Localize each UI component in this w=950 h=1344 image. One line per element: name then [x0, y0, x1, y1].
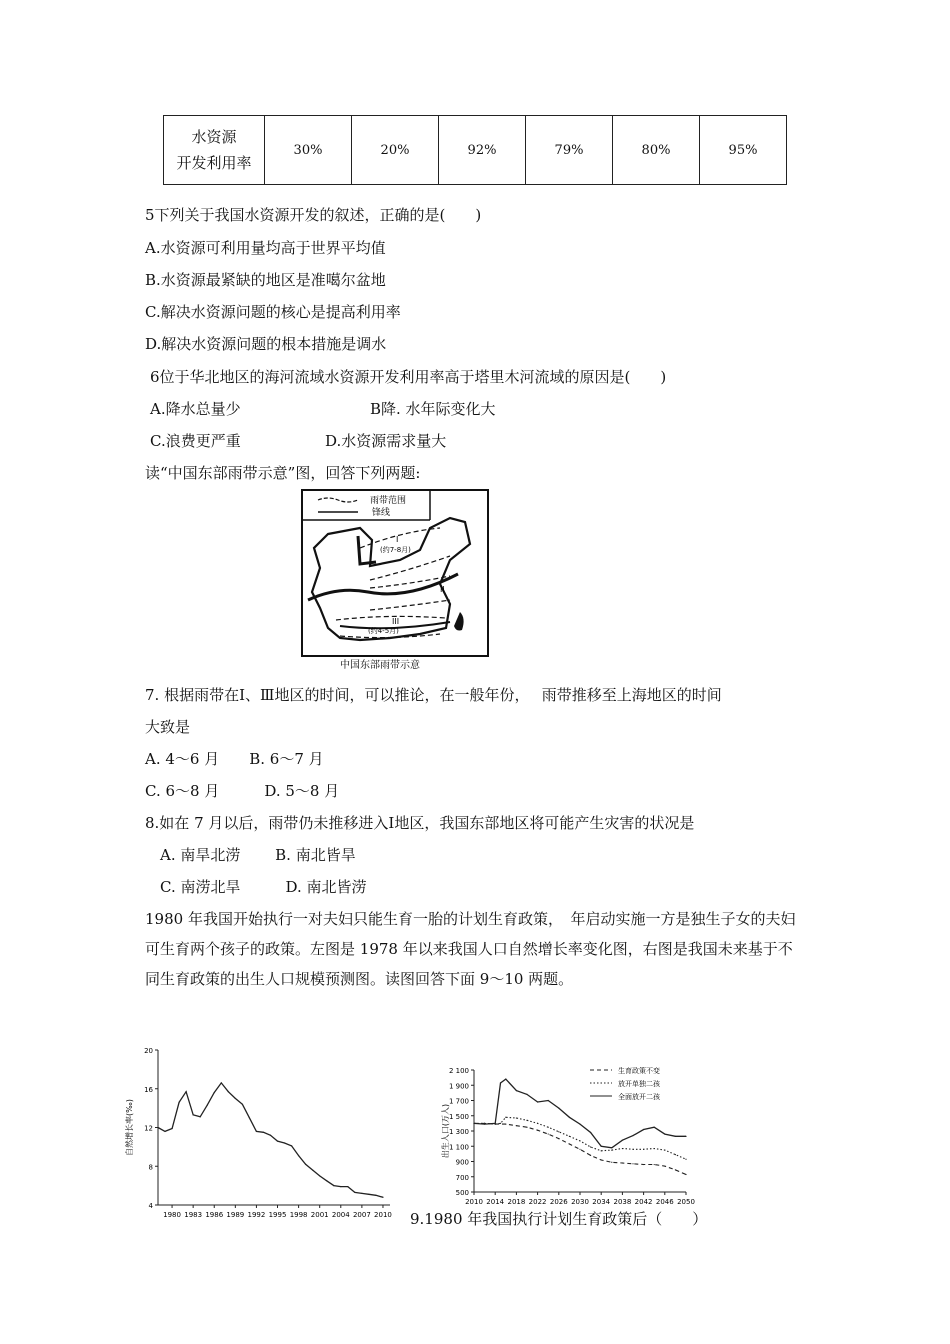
y-tick-label: 2 100 [448, 1067, 469, 1075]
legend-label: 放开单独二孩 [618, 1080, 660, 1088]
q6-option-d: D.水资源需求量大 [325, 432, 447, 450]
table-cell: 20% [352, 116, 439, 185]
x-tick-label: 2022 [528, 1198, 547, 1206]
data-point [333, 1185, 334, 1186]
chart2-plot [440, 1066, 695, 1206]
data-point [548, 1127, 549, 1128]
data-point [569, 1117, 570, 1118]
rainbelt-map [300, 488, 490, 670]
x-tick-label: 1992 [247, 1211, 266, 1219]
data-point [256, 1131, 257, 1132]
x-tick-label: 1998 [289, 1211, 308, 1219]
data-point [558, 1138, 559, 1139]
y-tick-label: 12 [144, 1124, 153, 1133]
y-tick-label: 1 700 [448, 1097, 469, 1106]
y-tick-label: 8 [148, 1163, 153, 1172]
data-point [505, 1079, 506, 1080]
table-row [164, 116, 787, 185]
q5-option-a: A.水资源可利用量均高于世界平均值 [145, 239, 386, 257]
data-point [242, 1104, 243, 1105]
data-point [622, 1148, 623, 1149]
q5-option-d: D.解决水资源问题的根本措施是调水 [145, 335, 387, 353]
data-point [326, 1180, 327, 1181]
data-point [632, 1149, 633, 1150]
x-tick-label: 2014 [486, 1198, 505, 1206]
legend-label: 全面放开二孩 [618, 1093, 660, 1101]
x-tick-label: 2034 [592, 1198, 611, 1206]
data-point [611, 1149, 612, 1150]
data-point [611, 1162, 612, 1163]
data-point [305, 1164, 306, 1165]
y-tick-label: 1 100 [448, 1143, 469, 1152]
data-point [500, 1123, 501, 1124]
data-point [516, 1090, 517, 1091]
data-point [291, 1145, 292, 1146]
data-point [632, 1163, 633, 1164]
data-point [675, 1169, 676, 1170]
data-point [228, 1091, 229, 1092]
data-point [193, 1114, 194, 1115]
data-point [157, 1127, 158, 1128]
q5-option-c: C.解决水资源问题的核心是提高利用率 [145, 303, 401, 321]
data-point [537, 1123, 538, 1124]
birth-population-forecast-chart [440, 1064, 700, 1209]
q5-stem: 5下列关于我国水资源开发的叙述，正确的是( ) [145, 206, 482, 224]
data-point [548, 1133, 549, 1134]
region-3-time: (约4-5月) [368, 627, 399, 635]
data-point [664, 1165, 665, 1166]
x-tick-label: 2004 [331, 1211, 350, 1219]
map-caption: 中国东部雨带示意 [340, 660, 420, 670]
table-cell: 80% [613, 116, 700, 185]
x-tick-label: 2038 [613, 1198, 632, 1206]
data-point [361, 1193, 362, 1194]
data-point [558, 1108, 559, 1109]
q8-stem: 8.如在 7 月以后，雨带仍未推移进入Ⅰ地区，我国东部地区将可能产生灾害的状况是 [145, 814, 695, 832]
q6-stem: 6位于华北地区的海河流域水资源开发利用率高于塔里木河流域的原因是( ) [150, 368, 667, 386]
data-point [590, 1155, 591, 1156]
region-1-time: (约7-8月) [380, 546, 411, 554]
data-point [558, 1131, 559, 1132]
data-point [632, 1135, 633, 1136]
x-tick-label: 1989 [226, 1211, 245, 1219]
data-point [484, 1124, 485, 1125]
data-point [277, 1140, 278, 1141]
data-point [526, 1094, 527, 1095]
policy-paragraph: 1980 年我国开始执行一对夫妇只能生育一胎的计划生育政策， 年启动实施一方是独生子女的夫妇可生育两个孩子的政策。左图是 1978 年以来我国人口自然增长率变化图，右图是我国未来基于不同生育政策的出生人口规模预测图。读图回答下面 9～10 两题。 [145, 910, 796, 988]
x-tick-label: 2026 [549, 1198, 568, 1206]
series-line-3 [474, 1079, 686, 1148]
data-point [643, 1164, 644, 1165]
header-line-2: 开发利用率 [176, 154, 252, 172]
data-point [298, 1155, 299, 1156]
data-point [505, 1124, 506, 1125]
y-axis-label: 出生人口(万人) [441, 1103, 450, 1159]
data-point [601, 1159, 602, 1160]
table-cell: 30% [265, 116, 352, 185]
data-point [685, 1136, 686, 1137]
q8-options-ab: A. 南旱北涝 B. 南北皆旱 [160, 846, 356, 864]
q8-options-cd: C. 南涝北旱 D. 南北皆涝 [160, 878, 367, 896]
data-point [664, 1149, 665, 1150]
data-point [178, 1102, 179, 1103]
data-point [319, 1175, 320, 1176]
data-point [382, 1197, 383, 1198]
y-axis-label: 自然增长率(‰) [125, 1099, 134, 1156]
chart1-plot [124, 1047, 392, 1219]
data-point [590, 1146, 591, 1147]
data-point [235, 1098, 236, 1099]
q9-stem: 9.1980 年我国执行计划生育政策后（ ） [410, 1210, 708, 1228]
data-point [200, 1116, 201, 1117]
data-point [654, 1148, 655, 1149]
x-tick-label: 2046 [655, 1198, 674, 1206]
x-tick-label: 2010 [374, 1211, 392, 1219]
x-tick-label: 1983 [184, 1211, 203, 1219]
data-point [284, 1142, 285, 1143]
data-point [375, 1195, 376, 1196]
data-point [473, 1123, 474, 1124]
data-point [186, 1091, 187, 1092]
x-tick-label: 1995 [268, 1211, 287, 1219]
region-3-label: III [392, 617, 400, 626]
q7-stem-line-2: 大致是 [145, 718, 191, 736]
data-point [643, 1149, 644, 1150]
q7-stem-line-1: 7. 根据雨带在Ⅰ、Ⅲ地区的时间，可以推论，在一般年份， 雨带推移至上海地区的时间 [145, 686, 722, 704]
data-point [526, 1127, 527, 1128]
data-point [643, 1129, 644, 1130]
header-line-1: 水资源 [191, 128, 237, 146]
y-tick-label: 700 [455, 1173, 469, 1182]
data-point [164, 1131, 165, 1132]
data-point [654, 1127, 655, 1128]
data-point [675, 1154, 676, 1155]
y-tick-label: 20 [144, 1047, 153, 1055]
water-resource-table [163, 115, 787, 185]
table-header-cell [164, 116, 265, 185]
y-tick-label: 1 900 [448, 1082, 469, 1091]
data-point [579, 1140, 580, 1141]
data-point [354, 1192, 355, 1193]
x-tick-label: 1980 [163, 1211, 181, 1219]
data-point [611, 1147, 612, 1148]
rainbelt-intro: 读“中国东部雨带示意”图，回答下列两题: [145, 464, 421, 482]
table-cell: 92% [439, 116, 526, 185]
data-point [526, 1120, 527, 1121]
data-point [495, 1123, 496, 1124]
x-tick-label: 2030 [571, 1198, 589, 1206]
x-tick-label: 1986 [205, 1211, 224, 1219]
data-point [312, 1170, 313, 1171]
data-point [505, 1117, 506, 1118]
data-point [548, 1100, 549, 1101]
data-point [221, 1082, 222, 1083]
y-tick-label: 900 [455, 1158, 469, 1167]
q6-option-c: C.浪费更严重 [150, 432, 241, 450]
data-point [207, 1105, 208, 1106]
legend-front-label: 锋线 [372, 508, 391, 518]
q7-options-ab: A. 4～6 月 B. 6～7 月 [145, 750, 324, 768]
data-point [675, 1136, 676, 1137]
data-point [214, 1092, 215, 1093]
x-tick-label: 2007 [352, 1211, 371, 1219]
y-tick-label: 1 300 [448, 1128, 469, 1136]
rainbelt-map-figure [300, 488, 490, 670]
natural-growth-rate-chart [120, 1038, 400, 1228]
data-point [622, 1162, 623, 1163]
data-point [171, 1128, 172, 1129]
data-point [500, 1082, 501, 1083]
q5-option-b: B.水资源最紧缺的地区是准噶尔盆地 [145, 271, 386, 289]
x-tick-label: 2050 [677, 1198, 695, 1206]
data-point [340, 1186, 341, 1187]
x-tick-label: 2018 [507, 1198, 526, 1206]
data-point [664, 1133, 665, 1134]
region-1-label: I [396, 535, 399, 544]
data-point [569, 1136, 570, 1137]
y-tick-label: 500 [455, 1189, 469, 1197]
x-tick-label: 2010 [465, 1198, 483, 1206]
legend-label: 生育政策不变 [618, 1067, 660, 1075]
q6-option-a: A.降水总量少 [150, 400, 241, 418]
data-point [270, 1135, 271, 1136]
data-point [601, 1146, 602, 1147]
series-line-1 [158, 1083, 383, 1197]
data-point [249, 1117, 250, 1118]
data-point [601, 1150, 602, 1151]
data-point [579, 1149, 580, 1150]
data-point [685, 1174, 686, 1175]
data-point [622, 1140, 623, 1141]
data-point [654, 1164, 655, 1165]
data-point [579, 1124, 580, 1125]
data-point [347, 1186, 348, 1187]
data-point [537, 1101, 538, 1102]
x-tick-label: 2001 [310, 1211, 329, 1219]
q6-option-b: B降. 水年际变化大 [370, 400, 496, 418]
legend-band-label: 雨带范围 [370, 496, 407, 506]
data-point [368, 1194, 369, 1195]
data-point [685, 1159, 686, 1160]
data-point [263, 1132, 264, 1133]
region-2-label: II [440, 585, 445, 594]
table-cell: 95% [700, 116, 787, 185]
y-tick-label: 1 500 [448, 1112, 469, 1121]
y-tick-label: 4 [148, 1202, 153, 1210]
data-point [537, 1130, 538, 1131]
x-tick-label: 2042 [634, 1198, 653, 1206]
data-point [516, 1125, 517, 1126]
y-tick-label: 16 [144, 1085, 153, 1094]
q7-options-cd: C. 6～8 月 D. 5～8 月 [145, 782, 340, 800]
data-point [516, 1117, 517, 1118]
data-point [569, 1143, 570, 1144]
data-point [590, 1132, 591, 1133]
table-cell: 79% [526, 116, 613, 185]
